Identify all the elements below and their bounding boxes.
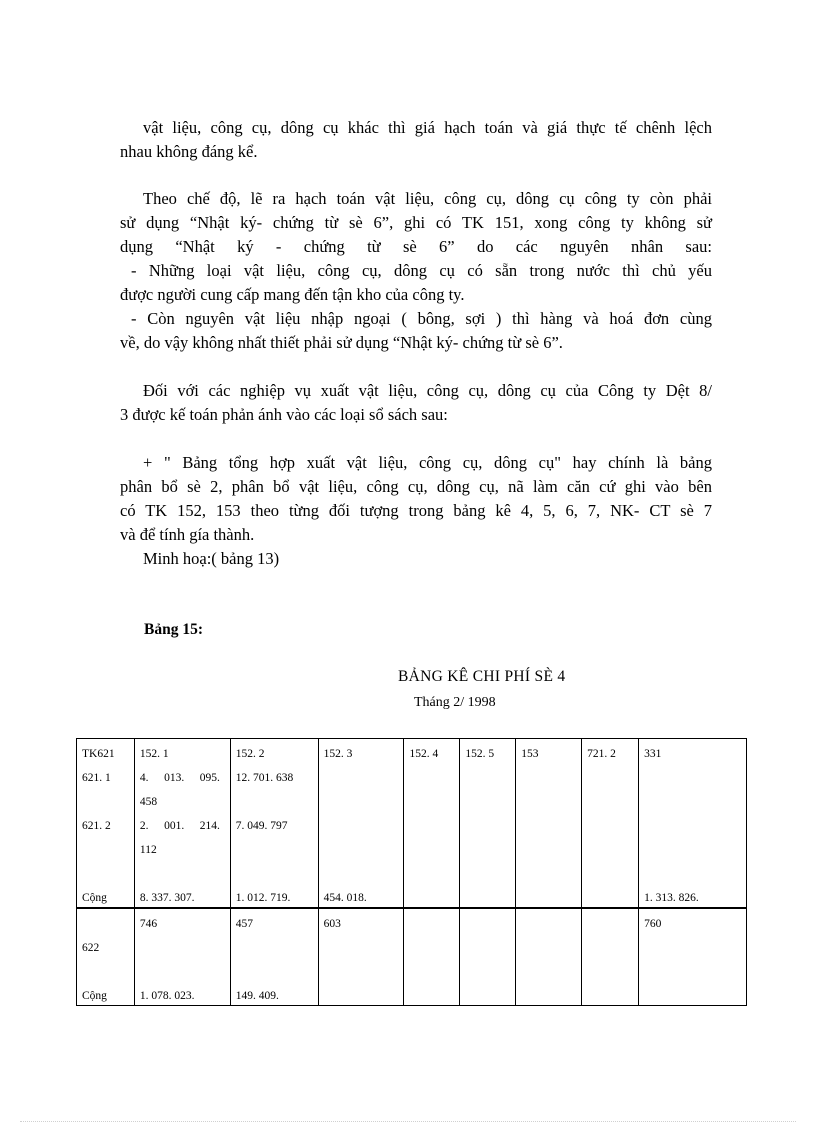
cell-text: 721. 2 [587,748,616,760]
table-cell [404,739,460,909]
cell-text: 12. 701. 638 [235,772,294,784]
table-cell [230,739,318,909]
text-line: vật liệu, công cụ, dông cụ khác thì giá hạch toán và giá thực tế chênh lệch [143,118,712,137]
paragraph-3 [120,379,712,427]
cell-text: 152. 2 [235,748,265,760]
page-bottom-rule [20,1121,796,1122]
table-cell [134,739,230,909]
cell-text: 7. 049. 797 [235,820,288,832]
text-line: Đối với các nghiệp vụ xuất vật liệu, công cụ, dông cụ của Công ty Dệt 8/ [143,381,712,400]
table-cell [77,908,135,1006]
table-title: BẢNG KÊ CHI PHÍ SÈ 4 [398,668,566,685]
table-subtitle: Tháng 2/ 1998 [414,695,496,710]
text-line: - Những loại vật liệu, công cụ, dông cụ có sẵn trong nước thì chủ yếu [131,261,712,280]
table-cell [582,908,639,1006]
table-cell [318,908,404,1006]
text-line: về, do vậy không nhất thiết phải sử dụng “Nhật ký- chứng từ sè 6”. [120,333,563,352]
cell-text: 149. 409. [235,990,279,1002]
table-cell [460,908,516,1006]
table-cell [77,739,135,909]
cell-text: 1. 313. 826. [644,892,699,904]
table-cell [404,908,460,1006]
cell-text: 152. 4 [409,748,439,760]
text-line: Theo chế độ, lẽ ra hạch toán vật liệu, công cụ, dông cụ công ty còn phải [143,189,712,208]
table-cell [639,739,747,909]
text-line: + " Bảng tổng hợp xuất vật liệu, công cụ, dông cụ" hay chính là bảng [143,453,712,472]
paragraph-1 [120,116,712,164]
cell-text: Cộng [82,990,107,1002]
text-line: được người cung cấp mang đến tận kho của công ty. [120,285,465,304]
cell-text: 112 [139,844,157,856]
cell-text: Cộng [82,892,107,904]
table-label: Bảng 15: [144,621,203,638]
cell-text: 458 [139,796,158,808]
cell-text: 152. 3 [323,748,353,760]
paragraph-2 [120,187,712,355]
cell-text: 153 [521,748,539,760]
cell-text: 8. 337. 307. [139,892,195,904]
text-line: Minh hoạ:( bảng 13) [143,549,280,568]
cell-text: 746 [139,918,158,930]
cell-text: 760 [644,918,662,930]
cell-text: 457 [235,918,253,930]
table-cell [639,908,747,1006]
cell-text: 621. 1 [82,772,111,784]
cell-text: TK621 [82,748,115,760]
cell-text: 152. 5 [465,748,495,760]
cell-text: 4. 013. 095. [139,772,220,784]
table-cell [134,908,230,1006]
table-cell [516,739,582,909]
cell-text: 331 [644,748,662,760]
table-cell [582,739,639,909]
cell-text: 2. 001. 214. [139,820,220,832]
text-line: 3 được kế toán phản ánh vào các loại sổ sách sau: [120,405,448,424]
text-line: phân bổ sè 2, phân bổ vật liệu, công cụ, dông cụ, nã làm căn cứ ghi vào bên [120,477,712,496]
cell-text: 622 [82,942,100,954]
text-line: dụng “Nhật ký - chứng từ sè 6” do các nguyên nhân sau: [120,237,712,256]
table-cell [318,739,404,909]
cell-text: 621. 2 [82,820,111,832]
text-line: và để tính gía thành. [120,525,255,544]
cell-text: 1. 012. 719. [235,892,291,904]
text-line: nhau không đáng kể. [120,142,258,161]
text-line: sử dụng “Nhật ký- chứng từ sè 6”, ghi có TK 151, xong công ty không sử [120,213,712,232]
paragraph-4 [120,451,712,571]
cell-text: 454. 018. [323,892,367,904]
text-line: - Còn nguyên vật liệu nhập ngoại ( bông, sợi ) thì hàng và hoá đơn cùng [131,309,712,328]
table-row [77,739,747,909]
cell-text: 152. 1 [139,748,169,760]
table-row [77,908,747,1006]
cell-text: 603 [323,918,341,930]
table-cell [230,908,318,1006]
text-line: có TK 152, 153 theo từng đối tượng trong bảng kê 4, 5, 6, 7, NK- CT sè 7 [120,501,712,520]
table-cell [460,739,516,909]
expense-table [76,738,747,1006]
table-cell [516,908,582,1006]
cell-text: 1. 078. 023. [139,990,195,1002]
